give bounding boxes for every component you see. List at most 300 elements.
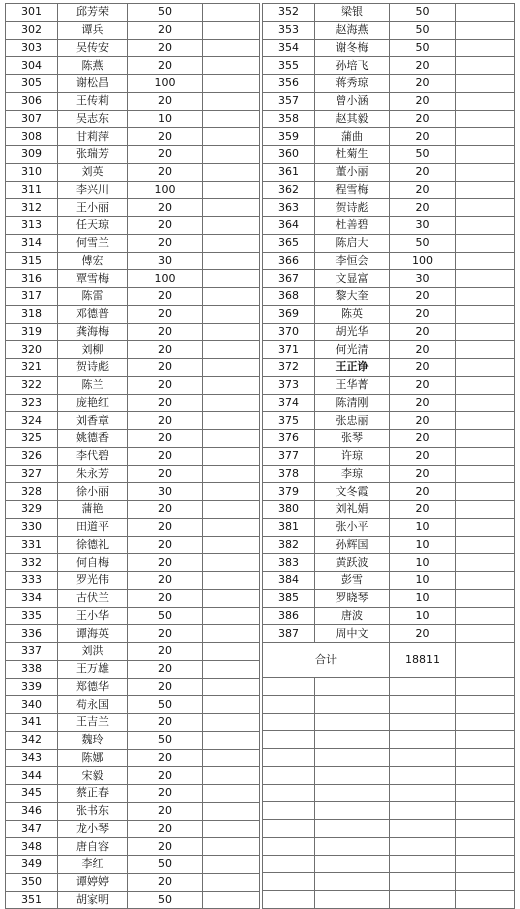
donor-name: 程雪梅 (315, 181, 390, 199)
donation-amount: 10 (390, 518, 456, 536)
donor-name: 赵海燕 (315, 21, 390, 39)
table-row (6, 341, 260, 359)
empty-cell (203, 749, 260, 767)
empty-cell (315, 820, 390, 838)
donation-amount: 20 (390, 128, 456, 146)
table-row (263, 607, 515, 625)
empty-cell (263, 749, 315, 767)
row-number: 376 (263, 430, 315, 448)
donor-name: 陈燕 (58, 57, 128, 75)
table-row (6, 501, 260, 519)
donation-amount: 20 (128, 394, 203, 412)
empty-cell (203, 323, 260, 341)
donor-name: 何自梅 (58, 554, 128, 572)
empty-cell (456, 163, 515, 181)
empty-cell (203, 252, 260, 270)
total-row (263, 643, 515, 678)
row-number: 307 (6, 110, 58, 128)
donation-amount: 20 (390, 110, 456, 128)
table-row (263, 288, 515, 306)
donor-name: 张忠丽 (315, 412, 390, 430)
donor-name: 陈雷 (58, 288, 128, 306)
empty-cell (203, 146, 260, 164)
empty-cell (456, 465, 515, 483)
empty-cell (456, 39, 515, 57)
donation-amount: 20 (128, 128, 203, 146)
table-row (263, 305, 515, 323)
row-number: 369 (263, 305, 315, 323)
empty-cell (390, 891, 456, 909)
donor-name: 蒲曲 (315, 128, 390, 146)
donor-name: 刘香章 (58, 412, 128, 430)
table-row (263, 341, 515, 359)
empty-cell (390, 837, 456, 855)
donation-amount: 20 (128, 589, 203, 607)
donor-name: 孙辉国 (315, 536, 390, 554)
empty-cell (456, 394, 515, 412)
row-number: 318 (6, 305, 58, 323)
donor-name: 唐自容 (58, 838, 128, 856)
donor-name: 王万雄 (58, 660, 128, 678)
table-row (6, 873, 260, 891)
table-row (6, 660, 260, 678)
donor-name: 蔡正春 (58, 785, 128, 803)
total-value: 18811 (390, 643, 456, 678)
empty-cell (315, 749, 390, 767)
donation-amount: 20 (128, 430, 203, 448)
donor-name: 覃雪梅 (58, 270, 128, 288)
table-row (263, 536, 515, 554)
empty-cell (203, 607, 260, 625)
donor-name: 董小丽 (315, 163, 390, 181)
row-number: 329 (6, 501, 58, 519)
donation-amount: 20 (390, 305, 456, 323)
table-row (263, 465, 515, 483)
donation-amount: 20 (390, 323, 456, 341)
empty-cell (456, 713, 515, 731)
donation-amount: 100 (128, 270, 203, 288)
empty-cell (263, 678, 315, 696)
donor-name: 王正诤 (315, 359, 390, 377)
table-row (6, 323, 260, 341)
row-number: 356 (263, 75, 315, 93)
donor-name: 吴志东 (58, 110, 128, 128)
row-number: 365 (263, 234, 315, 252)
donation-amount: 20 (128, 21, 203, 39)
donation-amount: 20 (390, 341, 456, 359)
ledger-table-right (262, 3, 515, 909)
donor-name: 郑德华 (58, 678, 128, 696)
row-number: 367 (263, 270, 315, 288)
table-row (6, 75, 260, 93)
empty-cell (203, 856, 260, 874)
donation-amount: 20 (390, 394, 456, 412)
donation-amount: 20 (128, 678, 203, 696)
table-row (6, 4, 260, 22)
donation-amount: 50 (128, 607, 203, 625)
table-row (6, 217, 260, 235)
empty-cell (315, 873, 390, 891)
table-row (6, 376, 260, 394)
donation-amount: 20 (128, 554, 203, 572)
empty-cell (203, 483, 260, 501)
empty-cell (315, 802, 390, 820)
row-number: 306 (6, 92, 58, 110)
donation-amount: 20 (390, 288, 456, 306)
empty-cell (456, 820, 515, 838)
table-row (6, 678, 260, 696)
row-number: 377 (263, 447, 315, 465)
empty-cell (203, 341, 260, 359)
row-number: 330 (6, 518, 58, 536)
donation-amount: 50 (128, 4, 203, 22)
donation-amount: 100 (128, 181, 203, 199)
empty-cell (456, 199, 515, 217)
donation-amount: 20 (390, 57, 456, 75)
donation-amount: 20 (128, 234, 203, 252)
row-number: 360 (263, 146, 315, 164)
donor-name: 王传莉 (58, 92, 128, 110)
empty-cell (315, 855, 390, 873)
donation-amount: 20 (128, 57, 203, 75)
donation-amount: 50 (390, 146, 456, 164)
donor-name: 傅宏 (58, 252, 128, 270)
donor-name: 姚德香 (58, 430, 128, 448)
donation-amount: 20 (128, 838, 203, 856)
empty-cell (203, 447, 260, 465)
empty-cell (456, 518, 515, 536)
donor-name: 吴传安 (58, 39, 128, 57)
table-row (6, 163, 260, 181)
empty-cell (203, 234, 260, 252)
empty-cell (263, 695, 315, 713)
donation-amount: 50 (390, 4, 456, 22)
empty-cell (203, 625, 260, 643)
row-number: 362 (263, 181, 315, 199)
table-row (263, 217, 515, 235)
empty-cell (456, 376, 515, 394)
blank-row (263, 731, 515, 749)
donation-amount: 20 (390, 465, 456, 483)
empty-cell (203, 660, 260, 678)
empty-cell (263, 891, 315, 909)
donor-name: 邓德普 (58, 305, 128, 323)
empty-cell (263, 837, 315, 855)
donor-name: 杜善碧 (315, 217, 390, 235)
donor-name: 胡光华 (315, 323, 390, 341)
row-number: 321 (6, 359, 58, 377)
donor-name: 谢松昌 (58, 75, 128, 93)
table-row (6, 838, 260, 856)
donation-amount: 20 (390, 447, 456, 465)
empty-cell (456, 483, 515, 501)
donation-amount: 20 (128, 501, 203, 519)
table-row (6, 891, 260, 909)
empty-cell (390, 678, 456, 696)
donor-name: 曾小涵 (315, 92, 390, 110)
table-row (6, 820, 260, 838)
row-number: 353 (263, 21, 315, 39)
row-number: 303 (6, 39, 58, 57)
donation-amount: 20 (128, 39, 203, 57)
empty-cell (203, 21, 260, 39)
table-row (6, 234, 260, 252)
row-number: 383 (263, 554, 315, 572)
donor-name: 胡家明 (58, 891, 128, 909)
empty-cell (315, 784, 390, 802)
donation-amount: 20 (390, 625, 456, 643)
donor-name: 陈娜 (58, 749, 128, 767)
empty-cell (203, 92, 260, 110)
empty-cell (203, 39, 260, 57)
empty-cell (203, 270, 260, 288)
row-number: 327 (6, 465, 58, 483)
row-number: 337 (6, 643, 58, 661)
donor-name: 贺诗彪 (58, 359, 128, 377)
row-number: 311 (6, 181, 58, 199)
row-number: 334 (6, 589, 58, 607)
row-number: 338 (6, 660, 58, 678)
row-number: 319 (6, 323, 58, 341)
blank-row (263, 784, 515, 802)
table-row (6, 305, 260, 323)
empty-cell (203, 536, 260, 554)
empty-cell (456, 341, 515, 359)
donor-name: 李恒会 (315, 252, 390, 270)
donation-amount: 10 (390, 572, 456, 590)
donation-amount: 20 (390, 163, 456, 181)
row-number: 375 (263, 412, 315, 430)
empty-cell (203, 359, 260, 377)
empty-cell (456, 447, 515, 465)
table-row (6, 536, 260, 554)
row-number: 336 (6, 625, 58, 643)
table-row (6, 625, 260, 643)
empty-cell (456, 695, 515, 713)
row-number: 380 (263, 501, 315, 519)
blank-row (263, 873, 515, 891)
donor-name: 谭海英 (58, 625, 128, 643)
table-row (263, 92, 515, 110)
empty-cell (456, 57, 515, 75)
blank-row (263, 713, 515, 731)
row-number: 385 (263, 589, 315, 607)
table-row (6, 643, 260, 661)
table-row (263, 199, 515, 217)
blank-row (263, 766, 515, 784)
table-row (263, 110, 515, 128)
donation-amount: 20 (128, 767, 203, 785)
table-row (6, 57, 260, 75)
donor-name: 何雪兰 (58, 234, 128, 252)
row-number: 372 (263, 359, 315, 377)
donor-name: 龙小琴 (58, 820, 128, 838)
table-row (263, 625, 515, 643)
donation-amount: 20 (128, 92, 203, 110)
donation-amount: 20 (128, 217, 203, 235)
donor-name: 朱永芳 (58, 465, 128, 483)
row-number: 325 (6, 430, 58, 448)
donor-name: 文显富 (315, 270, 390, 288)
donation-amount: 20 (390, 412, 456, 430)
row-number: 358 (263, 110, 315, 128)
donation-amount: 30 (128, 483, 203, 501)
row-number: 324 (6, 412, 58, 430)
row-number: 342 (6, 731, 58, 749)
donor-name: 孙培飞 (315, 57, 390, 75)
row-number: 305 (6, 75, 58, 93)
donor-name: 苟永国 (58, 696, 128, 714)
donation-amount: 20 (390, 430, 456, 448)
row-number: 312 (6, 199, 58, 217)
empty-cell (456, 766, 515, 784)
row-number: 351 (6, 891, 58, 909)
table-row (263, 394, 515, 412)
row-number: 333 (6, 572, 58, 590)
donor-name: 张小平 (315, 518, 390, 536)
table-row (263, 146, 515, 164)
table-row (6, 589, 260, 607)
total-label: 合计 (263, 643, 390, 678)
empty-cell (456, 536, 515, 554)
donation-amount: 20 (128, 625, 203, 643)
donation-amount: 100 (390, 252, 456, 270)
donor-name: 宋毅 (58, 767, 128, 785)
donor-name: 邱芳荣 (58, 4, 128, 22)
donation-amount: 10 (390, 554, 456, 572)
donor-name: 黎大奎 (315, 288, 390, 306)
empty-cell (456, 837, 515, 855)
donor-name: 陈清刚 (315, 394, 390, 412)
row-number: 313 (6, 217, 58, 235)
empty-cell (456, 572, 515, 590)
empty-cell (456, 288, 515, 306)
donor-name: 周中文 (315, 625, 390, 643)
table-row (263, 412, 515, 430)
row-number: 343 (6, 749, 58, 767)
table-row (263, 501, 515, 519)
donor-name: 刘礼娟 (315, 501, 390, 519)
row-number: 316 (6, 270, 58, 288)
row-number: 378 (263, 465, 315, 483)
donation-amount: 30 (390, 217, 456, 235)
empty-cell (390, 820, 456, 838)
donor-name: 张瑞芳 (58, 146, 128, 164)
donor-name: 许琼 (315, 447, 390, 465)
table-row (263, 39, 515, 57)
table-row (263, 554, 515, 572)
donation-amount: 20 (390, 199, 456, 217)
table-row (263, 323, 515, 341)
table-row (263, 483, 515, 501)
row-number: 371 (263, 341, 315, 359)
table-row (6, 749, 260, 767)
donor-name: 张琴 (315, 430, 390, 448)
empty-cell (263, 766, 315, 784)
table-row (263, 21, 515, 39)
empty-cell (203, 838, 260, 856)
donation-amount: 20 (128, 146, 203, 164)
donor-name: 古伏兰 (58, 589, 128, 607)
row-number: 301 (6, 4, 58, 22)
donation-amount: 10 (390, 536, 456, 554)
empty-cell (203, 288, 260, 306)
blank-row (263, 820, 515, 838)
empty-cell (456, 501, 515, 519)
empty-cell (203, 163, 260, 181)
blank-row (263, 802, 515, 820)
donation-amount: 50 (128, 731, 203, 749)
row-number: 352 (263, 4, 315, 22)
donation-amount: 20 (128, 465, 203, 483)
donation-amount: 20 (390, 501, 456, 519)
donation-amount: 10 (390, 589, 456, 607)
donor-name: 刘洪 (58, 643, 128, 661)
empty-cell (390, 855, 456, 873)
empty-cell (315, 731, 390, 749)
donation-amount: 20 (128, 323, 203, 341)
row-number: 331 (6, 536, 58, 554)
donation-amount: 20 (128, 714, 203, 732)
empty-cell (315, 891, 390, 909)
empty-cell (456, 252, 515, 270)
donation-amount: 20 (390, 376, 456, 394)
table-row (6, 110, 260, 128)
empty-cell (203, 518, 260, 536)
donation-amount: 20 (128, 536, 203, 554)
table-row (263, 252, 515, 270)
ledger-table-left (5, 3, 260, 909)
empty-cell (203, 767, 260, 785)
row-number: 364 (263, 217, 315, 235)
donor-name: 蒋秀琼 (315, 75, 390, 93)
empty-cell (456, 412, 515, 430)
table-row (263, 572, 515, 590)
donation-amount: 20 (390, 483, 456, 501)
donation-amount: 20 (128, 341, 203, 359)
donation-amount: 20 (128, 359, 203, 377)
empty-cell (315, 766, 390, 784)
empty-cell (203, 305, 260, 323)
row-number: 361 (263, 163, 315, 181)
donation-amount: 30 (390, 270, 456, 288)
empty-cell (456, 625, 515, 643)
donor-name: 李红 (58, 856, 128, 874)
donor-name: 李代碧 (58, 447, 128, 465)
donor-name: 谭婷婷 (58, 873, 128, 891)
row-number: 322 (6, 376, 58, 394)
row-number: 355 (263, 57, 315, 75)
empty-cell (456, 4, 515, 22)
row-number: 346 (6, 802, 58, 820)
empty-cell (456, 554, 515, 572)
row-number: 366 (263, 252, 315, 270)
empty-cell (263, 802, 315, 820)
row-number: 357 (263, 92, 315, 110)
donor-name: 何光清 (315, 341, 390, 359)
donation-amount: 10 (390, 607, 456, 625)
donation-amount: 50 (128, 856, 203, 874)
donor-name: 李兴川 (58, 181, 128, 199)
table-row (263, 128, 515, 146)
empty-cell (203, 394, 260, 412)
row-number: 374 (263, 394, 315, 412)
donor-name: 杜菊生 (315, 146, 390, 164)
donation-amount: 20 (128, 163, 203, 181)
empty-cell (203, 465, 260, 483)
table-row (6, 731, 260, 749)
donation-amount: 20 (128, 802, 203, 820)
